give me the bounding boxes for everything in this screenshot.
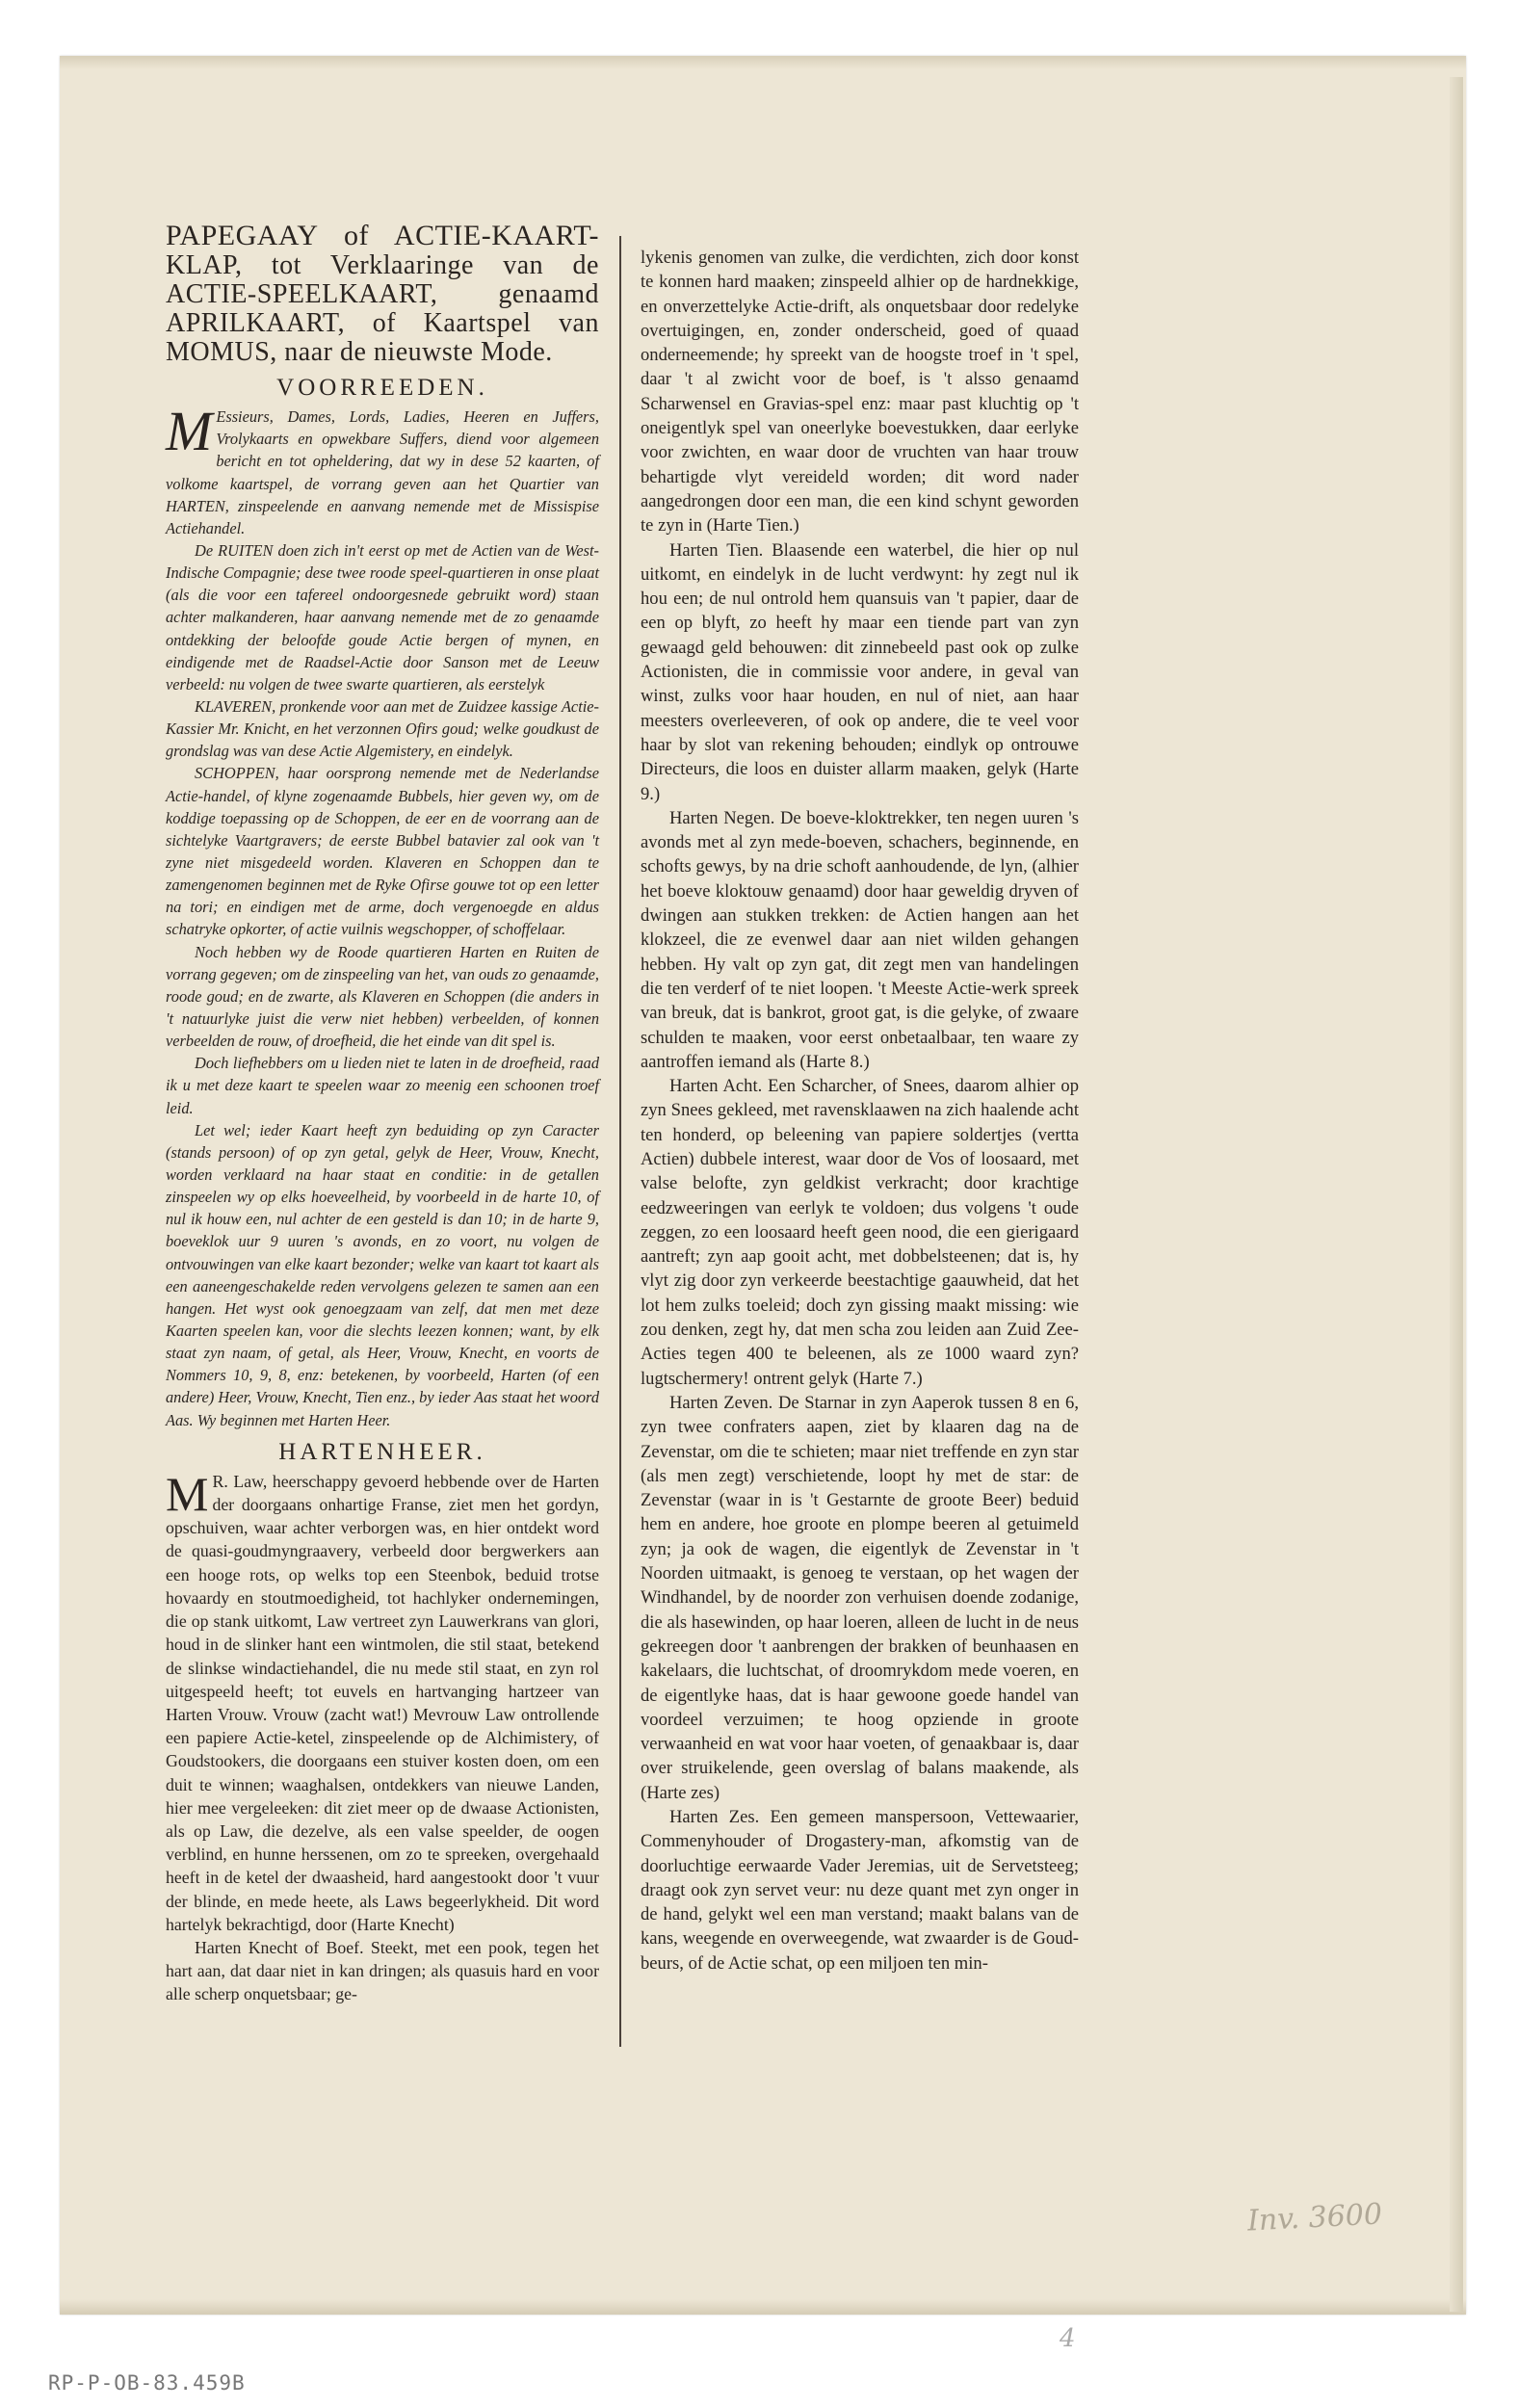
right-column [641, 246, 1079, 1976]
paper-fold-edge [1450, 77, 1463, 2312]
voorreeden-p1: Essieurs, Dames, Lords, Ladies, Heeren en Juffers, Vrolykaarts en opwekbare Suffers, diend voor algemeen bericht en tot opheldering, dat wy in dese 52 kaarten, of volkome kaartspel, de vorrang geven aan het Quartier van HARTEN, zinspeelende en aanvang nemende met de Missispise Actiehandel. [166, 407, 599, 537]
title-rest: KLAP, tot Verklaaringe van de ACTIE-SPEELKAART, genaamd APRILKAART, of Kaartspel van MOMUS, naar de nieuwste Mode. [166, 250, 599, 367]
hartenheer-body [166, 1466, 599, 2006]
harten-tien-paragraph: Harten Tien. Blaasende een waterbel, die hier op nul uitkomt, en eindelyk in de lucht verdwynt: hy zegt nul ik hou een; de nul ontrold hem quansuis van 't papier, daar de een op blyft, zo heeft hy maar een tiende part van zyn gewaagd geld behouwen: dit zinnebeeld past ook op zulke Actionisten, die in commissie voor andere, in geval van winst, zulks voor haar houden, en nul of niet, aan haar meesters overleeveren, of ook op andere, die te veel voor haar by slot van rekening behouden; eindlyk op ontrouwe Directeurs, die loos en duister allarm maaken, gelyk (Harte 9.) [641, 539, 1079, 804]
voorreeden-p2: De RUITEN doen zich in't eerst op met de Actien van de West-Indische Compagnie; dese twee roode speel-quartieren in onse plaat (als die voor een tafereel ondoorgesnede gebruikt word) staan achter malkanderen, haar aanvang nemende met de zo genaamde ontdekking der beloofde goude Actie bergen of mynen, en eindigende met de Raadsel-Actie door Sanson met de Leeuw verbeeld: nu volgen de twee swarte quartieren, als eerstelyk [166, 541, 599, 694]
column-divider [619, 236, 621, 2047]
voorreeden-body [166, 400, 599, 1430]
accession-number: RP-P-OB-83.459B [48, 2371, 246, 2395]
hartenheer-drop-letter: M [166, 1466, 209, 1521]
voorreeden-p4: SCHOPPEN, haar oorsprong nemende met de Nederlandse Actie-handel, of klyne zogenaamde Bubbels, hier geven wy, om de koddige toepassing op de Schoppen, de eer en de voorrang aan de sichtelyke Vaartgravers; de eerste Bubbel batavier zal ook van 't zyne niet misgedeeld worden. Klaveren en Schoppen dan te zamengenomen beginnen met de Ryke Ofirse gouwe tot op een letter na tori; en eindigen met de arme, doch vergenoegde en aldus schatryke opkorter, of actie vuilnis wegschopper, of schoffelaar. [166, 764, 599, 939]
harten-zeven-paragraph: Harten Zeven. De Starnar in zyn Aaperok tussen 8 en 6, zyn twee confraters aapen, ziet by klaaren dag na de Zevenstar, om die te schieten; maar niet treffende en zyn star (als men zegt) verschietende, loopt hy met de star: de Zevenstar (waar in is 't Gestarnte de groote Beer) beduid hem en andere, hoe groote en plompe beeren al getuimeld zyn; ja ook de wagen, die eigentlyk de Zevenstar in 't Noorden uitmaakt, is genoeg te verstaan, op het wagen der Windhandel, by de noorder zon verhuisen doende zodanige, die als hasewinden, op haar loeren, alleen de lucht in de neus gekreegen door 't aanbrengen der brakken of beunhaasen en kakelaars, die luchtschat, of droomrykdom mede voeren, en de eigentlyke haas, dat is haar gewoone goede handel van voordeel verzuimen; te hoog opziende in groote verwaanheid en wat voor haar voeten, of genaakbaar is, daar over struikelende, geen overslag of balans maakende, als (Harte zes) [641, 1392, 1079, 1803]
right-p0: lykenis genomen van zulke, die verdichten, zich door konst te konnen hard maaken; zinspeeld alhier op de hardnekkige, en onverzettelyke Actie-drift, als onquetsbaar door redelyke overtuigingen, en, zonder onderscheid, goed of quaad onderneemende; hy spreekt van de hoogste troef in 't spel, daar 't al zwicht voor de boef, is 't alsso genaamd Scharwensel en Gravias-spel enz: maar past kluchtig op 't oneigentlyk spel van oneerlyke boevestukken, daar eerlyke voor zwichten, en waar door de vruchten van haar trouw behartigde vlyt vereideld worden; dit word nader aangedrongen door een man, die een kind schynt geworden te zyn in (Harte Tien.) [641, 248, 1079, 537]
voorreeden-p7: Let wel; ieder Kaart heeft zyn beduiding op zyn Caracter (stands persoon) of op zyn getal, gelyk de Heer, Vrouw, Knecht, worden verklaard na haar staat en conditie: in de getallen zinspeelen wy op elks hoeveelheid, by voorbeeld in de harte 10, of nul ik houw een, nul achter de een gesteld is dan 10; in de harte 9, boeveklok uur 9 uuren 's avonds, en zo voort, nu volgen de ontvouwingen van elke kaart bezonder; welke van kaart tot kaart als een aaneengeschakelde reden vervolgens gelezen te samen aan een hangen. Het wyst ook genoegzaam van zelf, dat men met deze Kaarten speelen kan, voor die slechts leezen konnen; want, by elk staat zyn naam, of getal, als Heer, Vrouw, Knecht, en voorts de Nommers 10, 9, 8, enz: betekenen, by voorbeeld, Harten (of een andere) Heer, Vrouw, Knecht, Tien enz., by ieder Aas staat het woord Aas. Wy beginnen met Harten Heer. [166, 1120, 599, 1429]
harten-acht-paragraph: Harten Acht. Een Scharcher, of Snees, daarom alhier op zyn Snees gekleed, met ravensklaawen na zich haalende acht ten honderd, op beleening van papiere soldertjes (vertta Actien) dubbele interest, waar door de Vos of loosaard, met valse belofte, zyn geldkist verkracht; door krachtige eedzweeringen van eerlyk te voldoen; dus volgens 't oude zeggen, zo een loosaard heeft geen nood, die een gierigaard aantreft; zyn aap gooit acht, met dobbelsteenen; dat is, hy vlyt zig door zyn verkeerde beestachtige gaauwheid, dat het lot hem zulks toeleid; doch zyn gissing maakt missing: wie zou denken, zegt hy, dat men scha zou leiden aan Zuid Zee-Acties tegen 400 te beleenen, als ze 1000 waard zyn? lugtschermery! ontrent gelyk (Harte 7.) [641, 1076, 1079, 1389]
hartenheer-p1: R. Law, heerschappy gevoerd hebbende over de Harten der doorgaans onhartige Franse, ziet men het gordyn, opschuiven, waar achter verborgen was, en hier ontdekt word de quasi-goudmyngraavery, verbeeld door bergwerkers aan een hooge rots, op welks top een Steenbok, beduid trotse hovaardy en stoutmoedigheid, tot hachlyker ondernemingen, die op stank uitkomt, Law vertreet zyn Lauwerkrans van glori, houd in de slinker hant een wintmolen, die stil staat, betekend de slinkse windactiehandel, die nu mede stil staat, en zyn rol uitgespeeld heeft; tot euvels en hartvanging hartzeer van Harten Vrouw. Vrouw (zacht wat!) Mevrouw Law ontrollende een papiere Actie-ketel, zinspeelende op de Alchimistery, of Goudstookers, die doorgaans een stuiver kosten doen, om een duit te winnen; waaghalsen, ontdekkers van nieuwe Landen, hier mee vergeleeken: dit ziet meer op de dwaase Actionisten, als op Law, die dezelve, als een valse speelder, de oogen verblind, en hunne herssenen, om zo te spreeken, overgehaald heeft in de ketel der dwaasheid, hard aangestookt door 't vuur der blinde, en mede heete, als Laws begeerlykheid. Dit word hartelyk bekrachtigd, door (Harte Knecht) [166, 1471, 599, 1934]
harten-negen-paragraph: Harten Negen. De boeve-kloktrekker, ten negen uuren 's avonds met al zyn mede-boeven, schachers, beginnende, en schofts gewys, by na drie schoft aanhoudende, de lyn, (alhier het boeve kloktouw genaamd) door haar geweldig dryven of dwingen aan stukken trekken: de Actien hangen aan het klokzeel, die ze evenwel daar aan niet wilden gehangen hebben. Hy valt op zyn gat, dit zegt men van handelingen die ten verderf of te niet loopen. 't Meeste Actie-werk spreek van breuk, dat is bankrot, groot gat, is die gelyke, of zwaare schulden te maaken, voor eerst onbetaalbaar, ten waare zy aantroffen iemand als (Harte 8.) [641, 807, 1079, 1072]
voorreeden-heading: VOORREEDEN. [276, 375, 488, 401]
hartenheer-heading: HARTENHEER. [278, 1438, 486, 1465]
voorreeden-p5: Noch hebben wy de Roode quartieren Harten en Ruiten de vorrang gegeven; om de zinspeeling van het, van ouds zo genaamde, roode goud; en de zwarte, als Klaveren en Schoppen (die anders in 't natuurlyke juist die verw niet hebben) verbeelden, of konnen verbeelden de rouw, of droefheid, die het einde van dit spel is. [166, 942, 599, 1051]
hartenheer-p2: Harten Knecht of Boef. Steekt, met een pook, tegen het hart aan, dat daar niet in kan dringen; als quasuis hard en voor alle scherp onquetsbaar; ge- [166, 1937, 599, 2004]
left-column [166, 222, 599, 2006]
harten-zes-paragraph: Harten Zes. Een gemeen manspersoon, Vettewaarier, Commenyhouder of Drogastery-man, afkomstig van de doorluchtige eerwaarde Vader Jeremias, uit de Servetsteeg; draagt ook zyn servet veur: nu deze quant met zyn onger in de hand, gelykt wel een man verstand; maakt balans van de kans, weegende en overweegende, wat zwaarder is de Goud-beurs, of de Actie schat, op een miljoen ten min- [641, 1807, 1079, 1974]
document-title [166, 222, 599, 367]
title-line1: PAPEGAAY of ACTIE-KAART- [166, 220, 599, 251]
voorreeden-drop-letter: M [166, 400, 213, 463]
pencil-page-number: 4 [1060, 2324, 1076, 2353]
voorreeden-p3: KLAVEREN, pronkende voor aan met de Zuidzee kassige Actie-Kassier Mr. Knicht, en het verzonnen Ofirs goud; welke goudkust de grondslag was van dese Actie Algemistery, en eindelyk. [166, 697, 599, 761]
voorreeden-p6: Doch liefhebbers om u lieden niet te laten in de droefheid, raad ik u met deze kaart te speelen waar zo meenig een schoonen troef leid. [166, 1054, 599, 1117]
pencil-inventory-note: Inv. 3600 [1246, 2197, 1383, 2238]
